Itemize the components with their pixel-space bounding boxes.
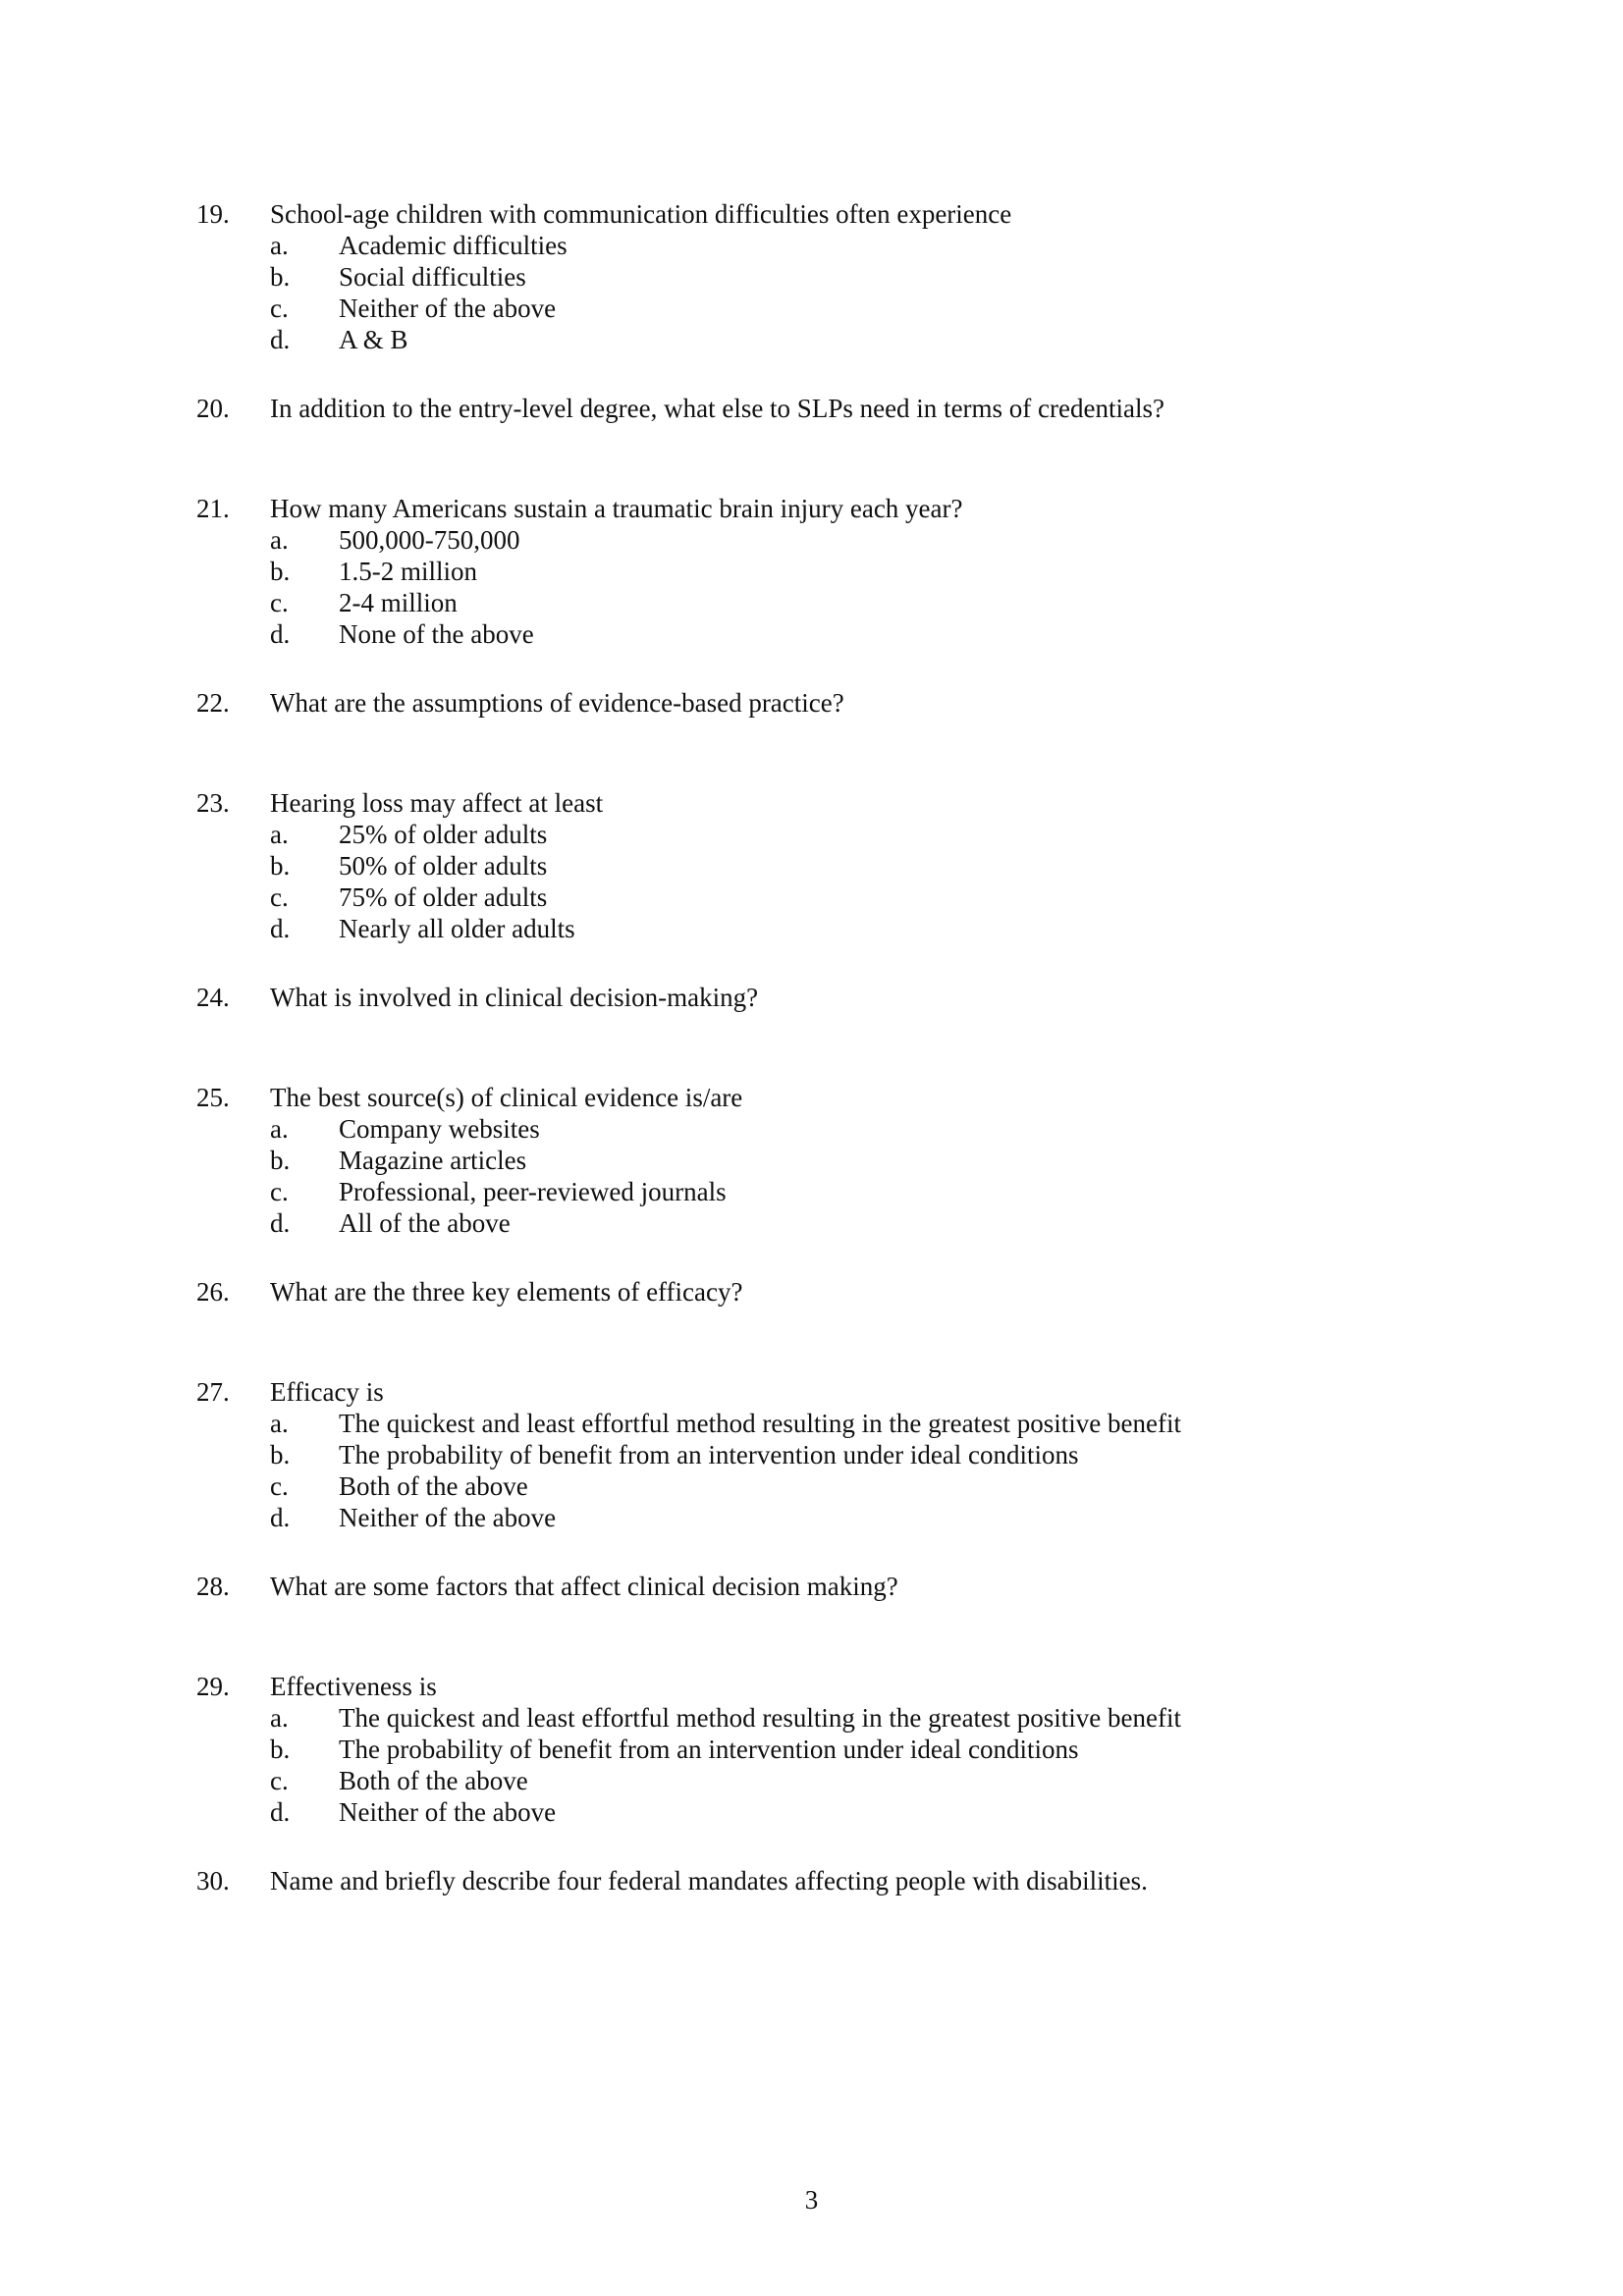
question-28 [196,1571,1473,1602]
answer-option [196,261,1473,293]
question-stem [196,1082,1473,1113]
option-letter: b. [270,557,291,586]
question-text: Efficacy is [270,1377,384,1407]
answer-option [196,1113,1473,1145]
question-number: 21. [196,494,230,523]
answer-option [196,881,1473,913]
question-spacer [196,1013,1473,1082]
question-text: Effectiveness is [270,1672,437,1701]
question-stem [196,198,1473,230]
option-letter: b. [270,1146,291,1175]
question-text: In addition to the entry-level degree, what else to SLPs need in terms of credentials? [270,394,1164,423]
option-letter: d. [270,914,291,943]
option-text: Company websites [339,1114,540,1144]
question-list [196,198,1473,1896]
question-spacer [196,719,1473,787]
question-number: 25. [196,1083,230,1112]
option-letter: c. [270,1471,289,1501]
question-20 [196,393,1473,424]
option-text: 2-4 million [339,588,458,617]
question-text: What is involved in clinical decision-making? [270,983,759,1012]
question-text: School-age children with communication difficulties often experience [270,199,1012,229]
answer-option [196,1439,1473,1470]
question-spacer [196,650,1473,687]
option-text: The quickest and least effortful method resulting in the greatest positive benefit [339,1409,1182,1438]
question-30 [196,1865,1473,1896]
answer-option [196,1145,1473,1176]
question-spacer [196,1828,1473,1865]
option-text: Professional, peer-reviewed journals [339,1177,727,1206]
page-number: 3 [804,2185,819,2215]
question-spacer [196,1533,1473,1571]
question-stem [196,982,1473,1013]
question-spacer [196,944,1473,982]
answer-option [196,556,1473,587]
option-text: Neither of the above [339,1797,557,1827]
answer-option [196,1502,1473,1533]
answer-option [196,293,1473,324]
option-letter: b. [270,1735,291,1764]
option-text: The probability of benefit from an intervention under ideal conditions [339,1735,1079,1764]
question-text: Hearing loss may affect at least [270,788,604,818]
answer-option [196,850,1473,881]
question-stem [196,393,1473,424]
option-letter: a. [270,525,289,555]
question-spacer [196,1602,1473,1671]
answer-option [196,1765,1473,1796]
answer-option [196,1734,1473,1765]
option-letter: a. [270,1409,289,1438]
question-stem [196,687,1473,719]
option-text: None of the above [339,619,534,649]
option-letter: d. [270,1208,291,1238]
option-letter: b. [270,1440,291,1469]
answer-option [196,230,1473,261]
question-text: How many Americans sustain a traumatic brain injury each year? [270,494,963,523]
option-letter: b. [270,262,291,292]
option-text: Magazine articles [339,1146,527,1175]
option-text: All of the above [339,1208,511,1238]
option-text: Both of the above [339,1471,528,1501]
question-27 [196,1376,1473,1533]
question-number: 30. [196,1866,230,1896]
option-letter: d. [270,325,291,354]
question-stem [196,1671,1473,1702]
question-text: Name and briefly describe four federal mandates affecting people with disabilities. [270,1866,1148,1896]
option-text: 25% of older adults [339,820,548,849]
option-letter: b. [270,851,291,881]
option-text: Social difficulties [339,262,526,292]
question-number: 26. [196,1277,230,1307]
question-spacer [196,1239,1473,1276]
question-text: What are the three key elements of efficacy? [270,1277,743,1307]
question-text: What are the assumptions of evidence-based practice? [270,688,844,718]
option-text: 75% of older adults [339,882,548,912]
question-21 [196,493,1473,650]
answer-option [196,1796,1473,1828]
option-letter: c. [270,882,289,912]
question-25 [196,1082,1473,1239]
option-letter: c. [270,1177,289,1206]
option-text: Nearly all older adults [339,914,575,943]
option-letter: c. [270,1766,289,1795]
question-stem [196,787,1473,819]
question-spacer [196,1308,1473,1376]
option-text: 500,000-750,000 [339,525,520,555]
answer-option [196,1470,1473,1502]
question-number: 27. [196,1377,230,1407]
question-22 [196,687,1473,719]
option-text: The probability of benefit from an intervention under ideal conditions [339,1440,1079,1469]
answer-option [196,524,1473,556]
option-letter: d. [270,1503,291,1532]
answer-option [196,1207,1473,1239]
option-letter: a. [270,1114,289,1144]
answer-option [196,618,1473,650]
answer-option [196,324,1473,355]
option-text: Neither of the above [339,294,557,323]
question-text: The best source(s) of clinical evidence is/are [270,1083,743,1112]
question-29 [196,1671,1473,1828]
option-letter: c. [270,294,289,323]
option-letter: a. [270,1703,289,1733]
question-stem [196,1376,1473,1408]
question-number: 28. [196,1572,230,1601]
question-stem [196,493,1473,524]
option-text: A & B [339,325,408,354]
question-spacer [196,355,1473,393]
question-number: 20. [196,394,230,423]
question-23 [196,787,1473,944]
answer-option [196,819,1473,850]
option-text: Neither of the above [339,1503,557,1532]
option-letter: d. [270,619,291,649]
question-number: 24. [196,983,230,1012]
answer-option [196,587,1473,618]
question-number: 23. [196,788,230,818]
question-number: 29. [196,1672,230,1701]
option-text: 50% of older adults [339,851,548,881]
answer-option [196,913,1473,944]
question-text: What are some factors that affect clinical decision making? [270,1572,898,1601]
question-number: 22. [196,688,230,718]
option-text: 1.5-2 million [339,557,477,586]
question-spacer [196,424,1473,493]
option-letter: a. [270,820,289,849]
option-text: Both of the above [339,1766,528,1795]
option-letter: a. [270,231,289,260]
question-24 [196,982,1473,1013]
question-26 [196,1276,1473,1308]
question-19 [196,198,1473,355]
option-text: The quickest and least effortful method resulting in the greatest positive benefit [339,1703,1182,1733]
option-letter: c. [270,588,289,617]
question-stem [196,1276,1473,1308]
option-text: Academic difficulties [339,231,568,260]
question-stem [196,1571,1473,1602]
answer-option [196,1408,1473,1439]
question-stem [196,1865,1473,1896]
answer-option [196,1176,1473,1207]
question-number: 19. [196,199,230,229]
option-letter: d. [270,1797,291,1827]
answer-option [196,1702,1473,1734]
